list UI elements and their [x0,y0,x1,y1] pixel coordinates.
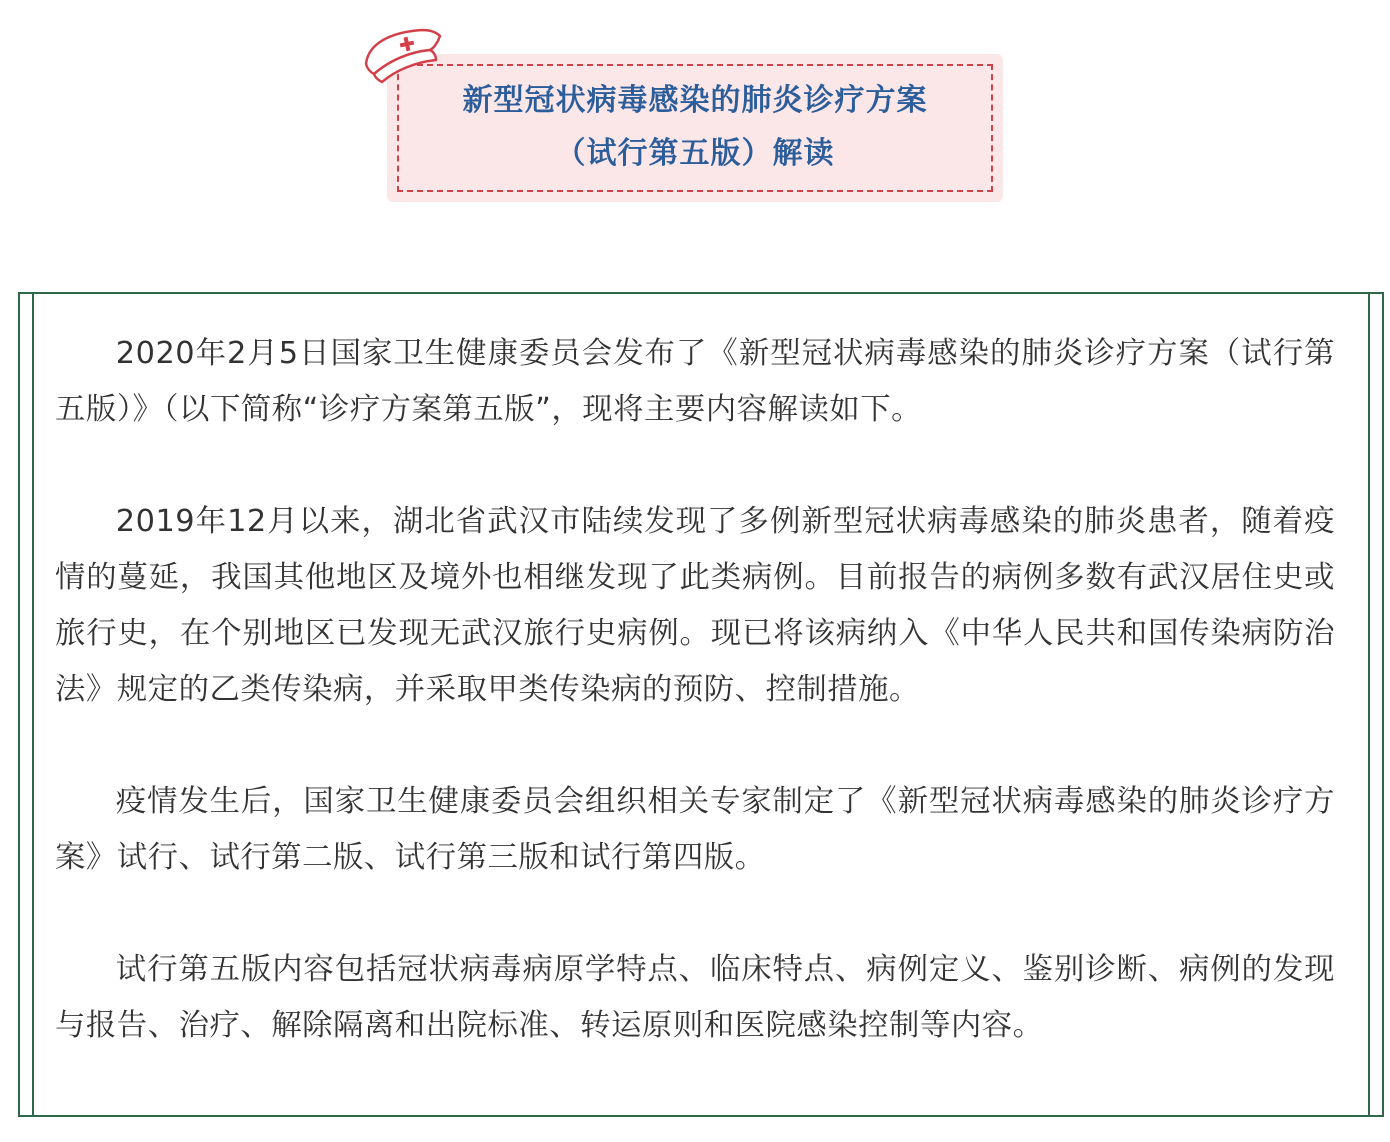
paragraph-2: 2019年12月以来，湖北省武汉市陆续发现了多例新型冠状病毒感染的肺炎患者，随着疫情的蔓延，我国其他地区及境外也相继发现了此类病例。目前报告的病例多数有武汉居住史或旅行史，在个别地区已发现无武汉旅行史病例。现已将该病纳入《中华人民共和国传染病防治法》规定的乙类传染病，并采取甲类传染病的预防、控制措施。 [55,504,1335,707]
article-body [55,326,1335,1110]
nurse-cap-icon [360,22,446,86]
page-title-line-2: （试行第五版）解读 [555,136,835,171]
page-title-line-1: 新型冠状病毒感染的肺炎诊疗方案 [462,83,928,118]
paragraph-1: 2020年2月5日国家卫生健康委员会发布了《新型冠状病毒感染的肺炎诊疗方案（试行第五版）》（以下简称“诊疗方案第五版”，现将主要内容解读如下。 [55,336,1335,427]
title-card [387,54,1003,202]
paragraph-3: 疫情发生后，国家卫生健康委员会组织相关专家制定了《新型冠状病毒感染的肺炎诊疗方案》试行、试行第二版、试行第三版和试行第四版。 [55,784,1335,875]
paragraph-4: 试行第五版内容包括冠状病毒病原学特点、临床特点、病例定义、鉴别诊断、病例的发现与报告、治疗、解除隔离和出院标准、转运原则和医院感染控制等内容。 [55,952,1335,1043]
